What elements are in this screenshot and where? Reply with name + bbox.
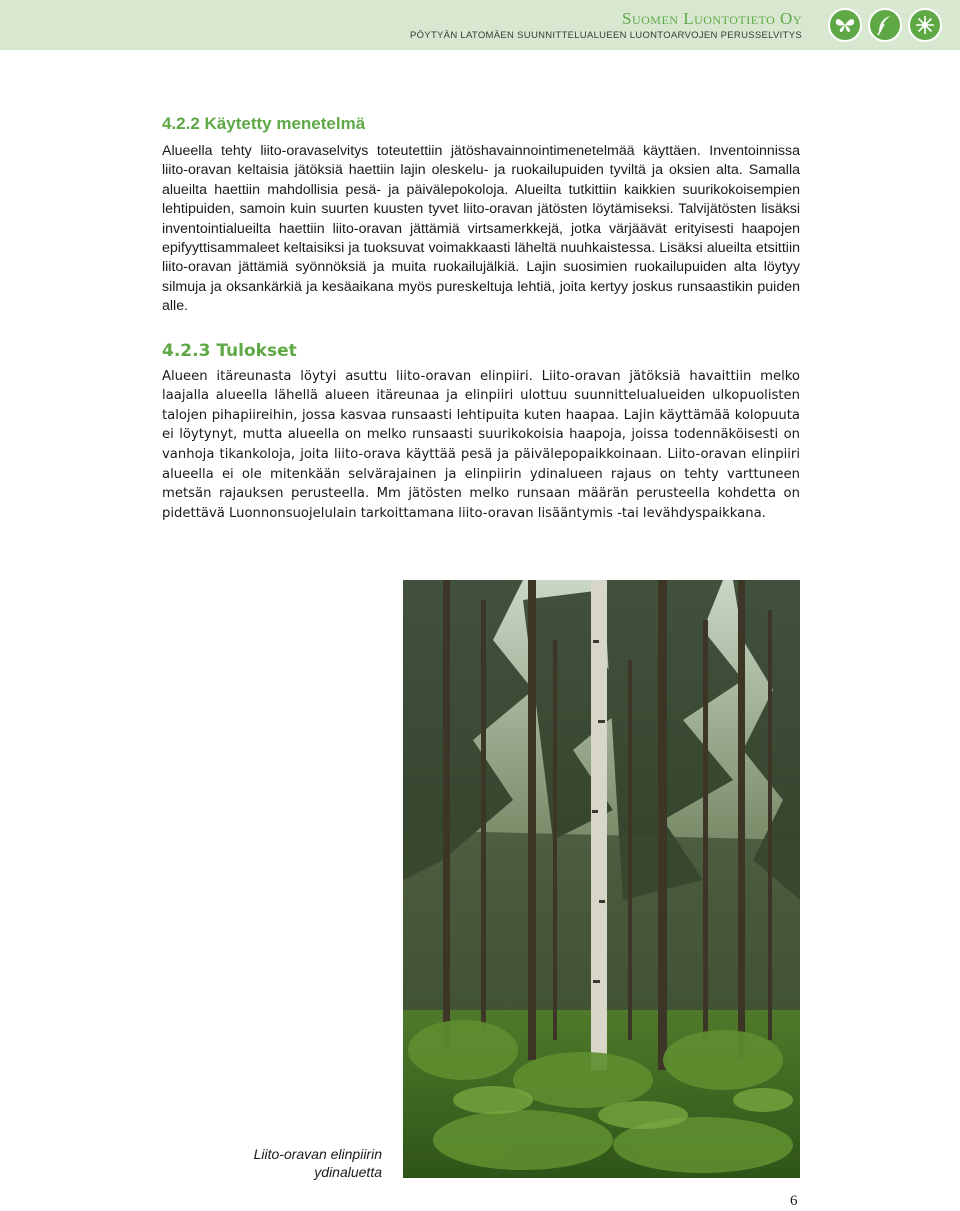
report-subtitle: PÖYTYÄN LATOMÄEN SUUNNITTELUALUEEN LUONTOARVOJEN PERUSSELVITYS bbox=[409, 30, 802, 41]
caption-line-2: ydinaluetta bbox=[314, 1164, 382, 1180]
feather-icon bbox=[868, 8, 902, 42]
flower-icon bbox=[908, 8, 942, 42]
forest-photo bbox=[403, 580, 800, 1178]
results-paragraph: Alueen itäreunasta löytyi asuttu liito-oravan elinpiiri. Liito-oravan jätöksiä havaittiin melko laajalla alueella lähellä alueen itäreunaa ja elinpiiri ulottuu suunnittelualueiden ulkopuolisten talojen pihapiireihin, jossa kasvaa runsaasti lehtipuita kuten haapaa. Lajin käyttämää kolopuuta ei löytynyt, mutta alueella on melko runsaasti suurikokoisia haapoja, joissa todennäköisesti on vanhoja tikankoloja, joita liito-orava käyttää pesä ja päivälepopaikkoinaan. Liito-oravan elinpiiri alueella ei ole mitenkään selvärajainen ja elinpiirin ydinalueen rajaus on tehty varttuneen metsän rajauksen perusteella. Mm jätösten melko runsaan määrän perusteella kohdetta on pidettävä Luonnonsuojelulain tarkoittamana liito-oravan lisääntymis -tai levähdyspaikkana. bbox=[162, 368, 800, 521]
section-heading-methods: 4.2.2 Käytetty menetelmä bbox=[162, 114, 366, 133]
caption-line-1: Liito-oravan elinpiirin bbox=[253, 1146, 382, 1162]
page-number: 6 bbox=[790, 1193, 798, 1209]
section-heading-results: 4.2.3 Tulokset bbox=[162, 340, 297, 361]
methods-paragraph: Alueella tehty liito-oravaselvitys toteutettiin jätöshavainnointimenetelmää käyttäen. Inventoinnissa liito-oravan keltaisia jätöksiä haettiin lajin oleskelu- ja ruokailupuiden tyviltä ja oksien alta. Samalla alueilta haettiin mahdollisia pesä- ja päivälepokoloja. Alueilta tutkittiin kaikkien suurikokoisempien lehtipuiden, samoin kuin suurten kuusten tyvet liito-oravan jätösten löytämiseksi. Talvijätösten lisäksi inventointialueilta haettiin liito-oravan jättämiä virtsamerkkejä, jotka värjäävät erityisesti haapojen epifyyttisammaleet keltaisiksi ja tuoksuvat voimakkaasti läheltä nuuhkaistessa. Lisäksi alueilta etsittiin liito-oravan jättämiä syönnöksiä ja muita ruokailujälkiä. Lajin suosimien ruokailupuiden alta löytyy silmuja ja oksankärkiä ja kesäaikana myös pureskeltuja lehtiä, joita kertyy joskus runsaastikin puiden alle. bbox=[162, 143, 800, 315]
main-content bbox=[162, 114, 800, 523]
company-name: Suomen Luontotieto Oy bbox=[622, 9, 802, 28]
page-header bbox=[0, 0, 960, 50]
logo-group bbox=[828, 8, 942, 42]
figure-caption bbox=[254, 1145, 382, 1181]
butterfly-icon bbox=[828, 8, 862, 42]
